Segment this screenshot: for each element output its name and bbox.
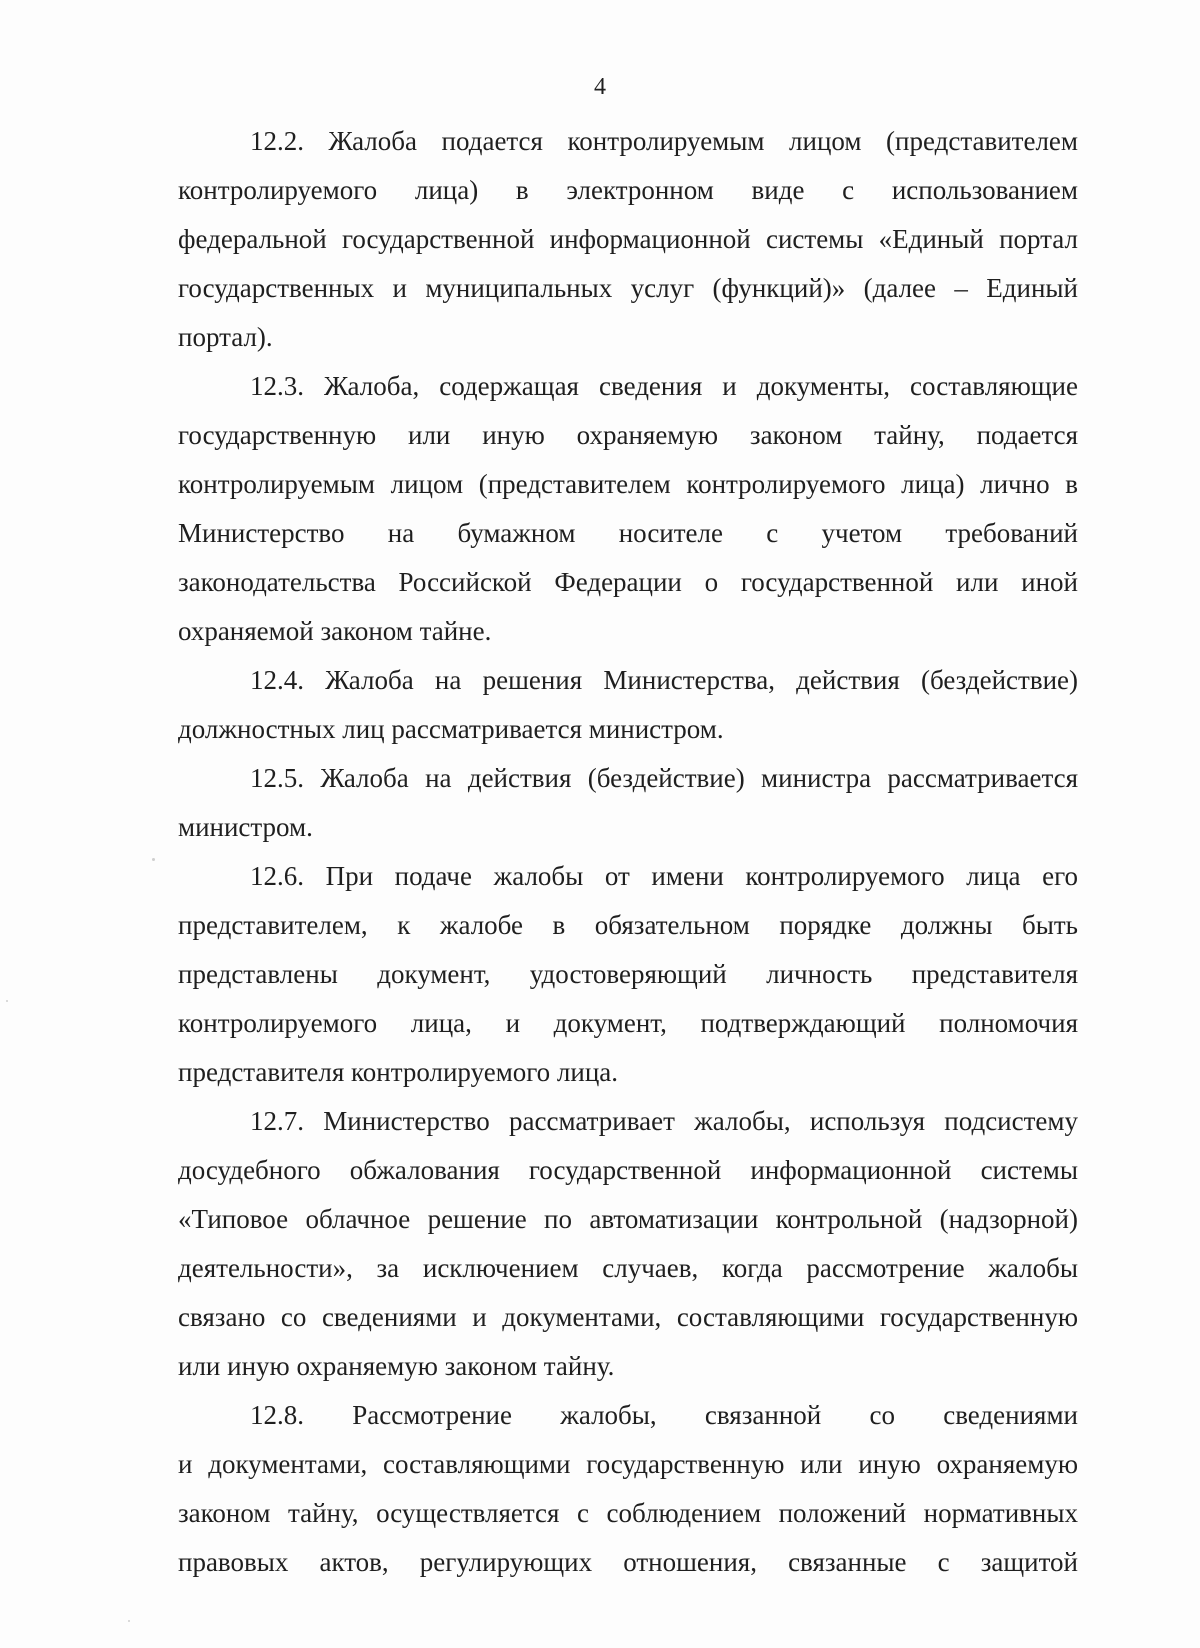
paragraph-line: контролируемого лица, и документ, подтверждающий полномочия: [178, 1008, 1078, 1038]
paragraph-12-8: [178, 1391, 1078, 1587]
paragraph-line: федеральной государственной информационной системы «Единый портал: [178, 224, 1078, 254]
paragraph-line: досудебного обжалования государственной информационной системы: [178, 1155, 1078, 1185]
paragraph-12-3: [178, 362, 1078, 656]
paragraph-line: 12.2. Жалоба подается контролируемым лицом (представителем: [250, 126, 1078, 156]
paragraph-line: законом тайну, осуществляется с соблюдением положений нормативных: [178, 1498, 1078, 1528]
paragraph-12-4: [178, 656, 1078, 754]
paragraph-line: представителя контролируемого лица.: [178, 1057, 619, 1087]
paragraph-line: министром.: [178, 812, 313, 842]
paragraph-line: и документами, составляющими государственную или иную охраняемую: [178, 1449, 1078, 1479]
page-number: 4: [594, 74, 606, 100]
paragraph-line: контролируемым лицом (представителем контролируемого лица) лично в: [178, 469, 1078, 499]
paragraph-line: правовых актов, регулирующих отношения, связанные с защитой: [178, 1547, 1078, 1577]
paragraph-line: портал).: [178, 322, 273, 352]
scan-speck: [6, 1000, 8, 1002]
paragraph-line: 12.7. Министерство рассматривает жалобы, используя подсистему: [250, 1106, 1078, 1136]
paragraph-line: «Типовое облачное решение по автоматизации контрольной (надзорной): [178, 1204, 1078, 1234]
paragraph-line: связано со сведениями и документами, составляющими государственную: [178, 1302, 1078, 1332]
paragraph-line: государственных и муниципальных услуг (функций)» (далее – Единый: [178, 273, 1078, 303]
paragraph-12-2: [178, 117, 1078, 362]
paragraph-12-5: [178, 754, 1078, 852]
paragraph-line: 12.6. При подаче жалобы от имени контролируемого лица его: [250, 861, 1078, 891]
paragraph-line: Министерство на бумажном носителе с учетом требований: [178, 518, 1078, 548]
paragraph-line: охраняемой законом тайне.: [178, 616, 492, 646]
paragraph-line: должностных лиц рассматривается министром.: [178, 714, 724, 744]
paragraph-line: 12.5. Жалоба на действия (бездействие) министра рассматривается: [250, 763, 1078, 793]
paragraph-line: 12.3. Жалоба, содержащая сведения и документы, составляющие: [250, 371, 1078, 401]
paragraph-line: представителем, к жалобе в обязательном порядке должны быть: [178, 910, 1078, 940]
scan-speck: [128, 1620, 130, 1622]
paragraph-line: деятельности», за исключением случаев, когда рассмотрение жалобы: [178, 1253, 1078, 1283]
paragraph-12-6: [178, 852, 1078, 1097]
paragraph-line: 12.4. Жалоба на решения Министерства, действия (бездействие): [250, 665, 1078, 695]
paragraph-12-7: [178, 1097, 1078, 1391]
document-body: [178, 117, 1078, 1587]
paragraph-line: законодательства Российской Федерации о государственной или иной: [178, 567, 1078, 597]
paragraph-line: представлены документ, удостоверяющий личность представителя: [178, 959, 1078, 989]
paragraph-line: государственную или иную охраняемую законом тайну, подается: [178, 420, 1078, 450]
paragraph-line: 12.8. Рассмотрение жалобы, связанной со сведениями: [250, 1400, 1078, 1430]
scan-speck: [152, 858, 155, 861]
paragraph-line: контролируемого лица) в электронном виде с использованием: [178, 175, 1078, 205]
paragraph-line: или иную охраняемую законом тайну.: [178, 1351, 615, 1381]
